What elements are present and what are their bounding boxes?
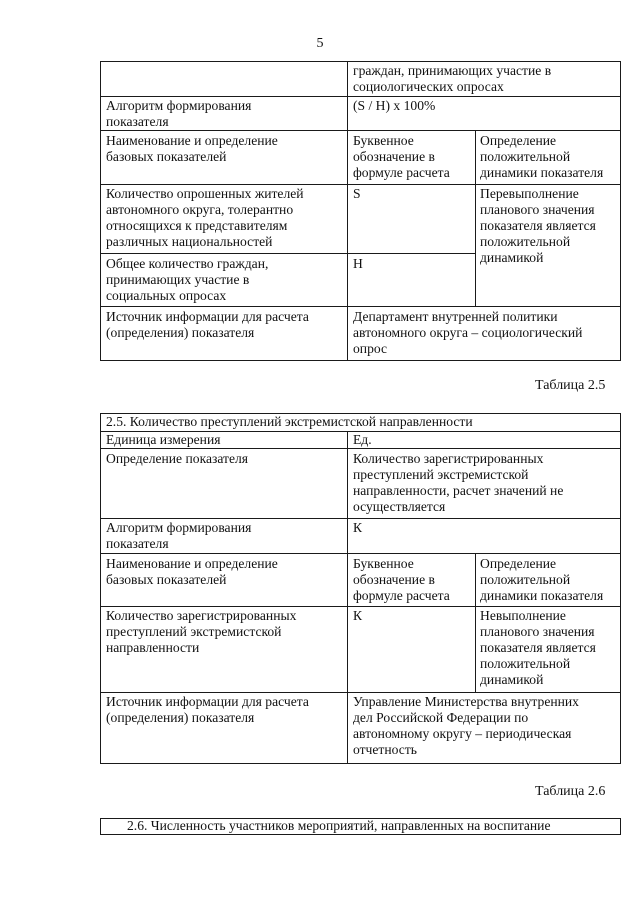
- letter-designation-header: Буквенное обозначение в формуле расчета: [353, 133, 450, 180]
- base-indicator-letter: S: [353, 186, 361, 201]
- table-border: [100, 360, 621, 361]
- table-border: [347, 61, 348, 361]
- table-caption: Таблица 2.6: [535, 784, 606, 799]
- table-title: 2.6. Численность участников мероприятий, направленных на воспитание: [127, 818, 551, 833]
- table-border: [100, 818, 101, 835]
- positive-dynamics-header: Определение положительной динамики показателя: [480, 133, 604, 180]
- unit-label: Единица измерения: [106, 432, 221, 447]
- table-caption: Таблица 2.5: [535, 378, 606, 393]
- table-border: [620, 818, 621, 835]
- table-border: [100, 448, 621, 449]
- table-border: [100, 184, 621, 185]
- unit-value: Ед.: [353, 432, 372, 447]
- base-indicator-name: Количество опрошенных жителей автономного округа, толерантно относящихся к представителям различных национальностей: [106, 186, 304, 249]
- source-value: Департамент внутренней политики автономного округа – социологический опрос: [353, 309, 583, 356]
- source-value: Управление Министерства внутренних дел Российской Федерации по автономному округу – периодическая отчетность: [353, 694, 579, 757]
- positive-dynamics-header: Определение положительной динамики показателя: [480, 556, 604, 603]
- algorithm-value: К: [353, 520, 363, 535]
- table-border: [100, 834, 621, 835]
- table-border: [620, 413, 621, 764]
- table-border: [475, 130, 476, 306]
- table-border: [100, 518, 621, 519]
- table-border: [347, 431, 348, 764]
- definition-value: Количество зарегистрированных преступлений экстремистской направленности, расчет значений не осуществляется: [353, 451, 564, 514]
- letter-designation-header: Буквенное обозначение в формуле расчета: [353, 556, 450, 603]
- table-border: [100, 606, 621, 607]
- positive-dynamics-value: Перевыполнение планового значения показателя является положительной динамикой: [480, 186, 596, 265]
- table-border: [100, 253, 476, 254]
- base-indicator-letter: H: [353, 256, 363, 271]
- indicator-definition-tail: граждан, принимающих участие в социологических опросах: [353, 63, 552, 94]
- source-label: Источник информации для расчета (определения) показателя: [106, 309, 309, 340]
- page-number: 5: [316, 36, 324, 51]
- base-indicator-name: Общее количество граждан, принимающих участие в социальных опросах: [106, 256, 269, 303]
- table-border: [100, 130, 621, 131]
- positive-dynamics-value: Невыполнение планового значения показателя является положительной динамикой: [480, 608, 596, 687]
- table-border: [100, 763, 621, 764]
- table-border: [100, 61, 621, 62]
- table-border: [100, 96, 621, 97]
- table-border: [100, 61, 101, 361]
- algorithm-label: Алгоритм формирования показателя: [106, 520, 252, 551]
- algorithm-value: (S / H) х 100%: [353, 98, 436, 113]
- table-border: [620, 61, 621, 361]
- table-border: [100, 553, 621, 554]
- table-title: 2.5. Количество преступлений экстремистской направленности: [106, 414, 473, 429]
- table-border: [475, 553, 476, 693]
- base-indicators-header: Наименование и определение базовых показателей: [106, 556, 278, 587]
- table-border: [100, 306, 621, 307]
- table-border: [100, 413, 101, 764]
- table-border: [100, 692, 621, 693]
- base-indicator-name: Количество зарегистрированных преступлений экстремистской направленности: [106, 608, 297, 655]
- base-indicator-letter: К: [353, 608, 363, 623]
- algorithm-label: Алгоритм формирования показателя: [106, 98, 252, 129]
- definition-label: Определение показателя: [106, 451, 249, 466]
- source-label: Источник информации для расчета (определения) показателя: [106, 694, 309, 725]
- base-indicators-header: Наименование и определение базовых показателей: [106, 133, 278, 164]
